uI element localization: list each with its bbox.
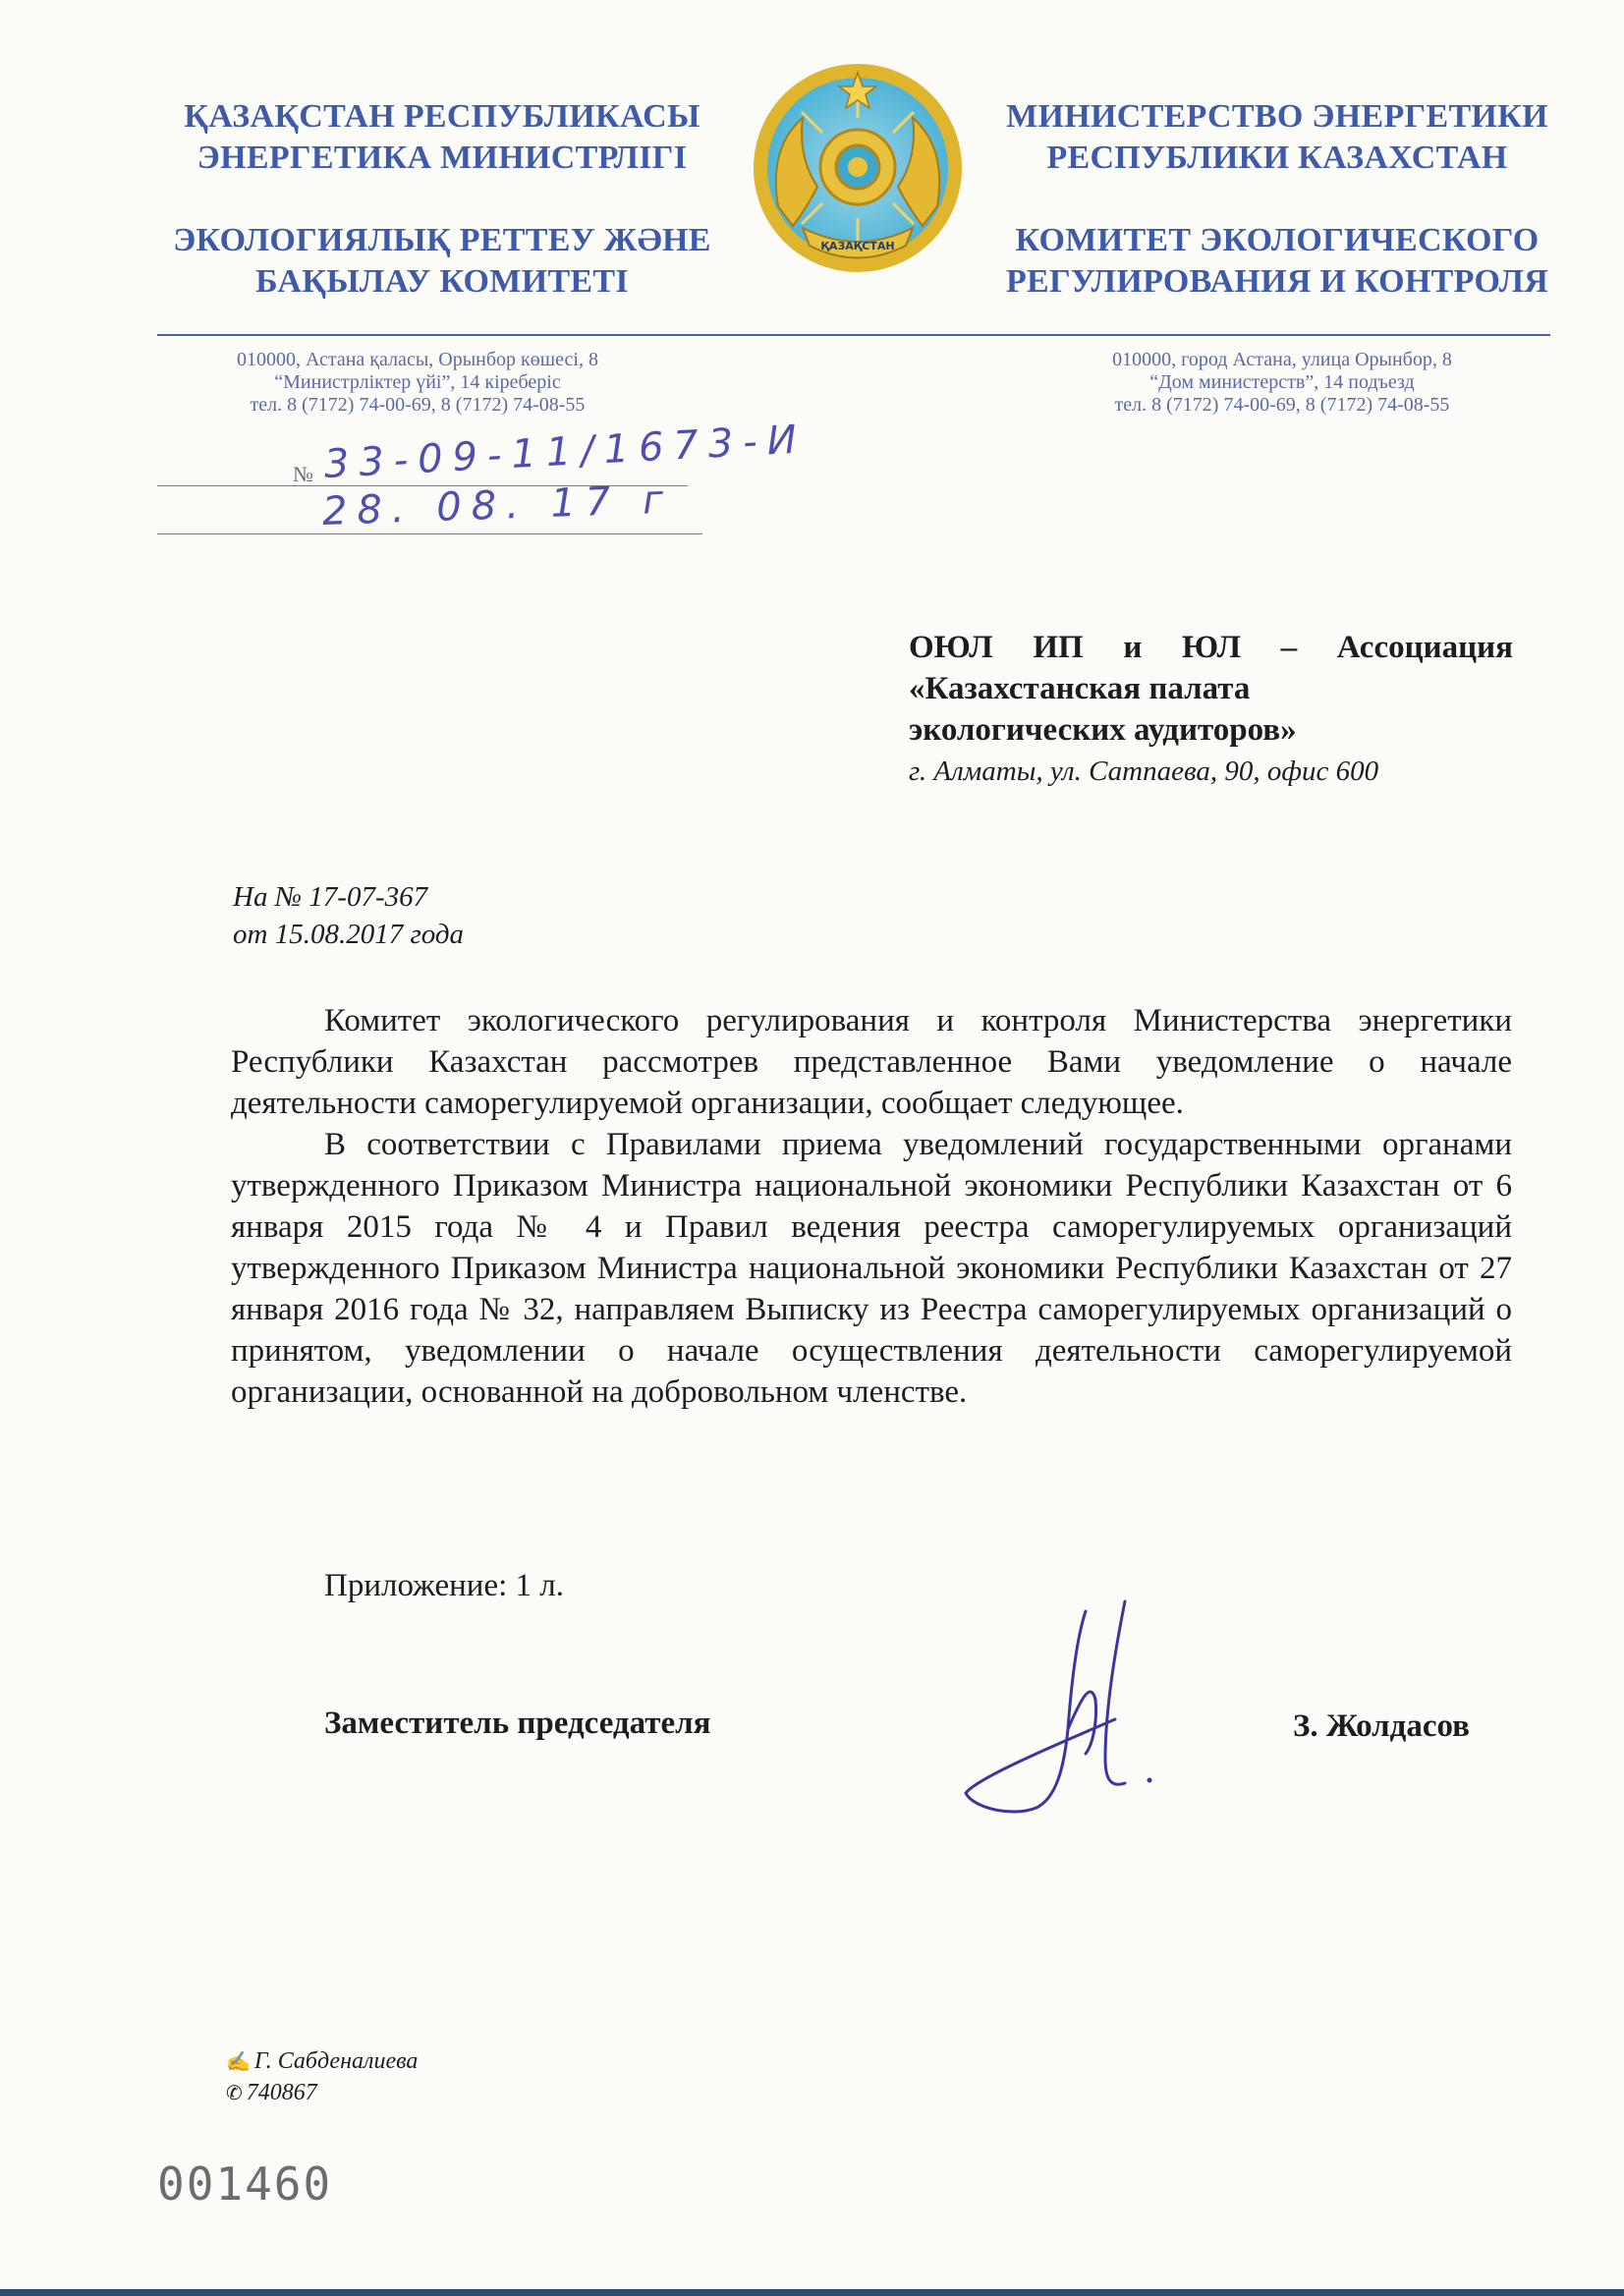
emblem-text: ҚАЗАҚСТАН	[820, 240, 895, 252]
address-right-line-1: 010000, город Астана, улица Орынбор, 8	[1112, 349, 1452, 370]
scan-bottom-edge	[0, 2289, 1624, 2296]
registration-date: 28. 08. 17 г	[321, 476, 674, 534]
letterhead-left-line-4: БАҚЫЛАУ КОМИТЕТІ	[255, 263, 629, 300]
addressee-line-3: экологических аудиторов»	[909, 712, 1297, 748]
letterhead-right-line-2: РЕСПУБЛИКИ КАЗАХСТАН	[1046, 140, 1508, 176]
address-right-line-3: тел. 8 (7172) 74-00-69, 8 (7172) 74-08-55	[1114, 394, 1450, 416]
executor-name: Г. Сабденалиева	[253, 2048, 419, 2074]
executor-phone-line	[226, 2077, 317, 2109]
addressee-line-1: ОЮЛ ИП и ЮЛ – Ассоциация	[909, 630, 1513, 665]
addressee-block	[909, 627, 1513, 792]
executor-phone: 740867	[246, 2080, 317, 2105]
registration-number-label: №	[293, 462, 313, 486]
serial-number: 001460	[157, 2157, 333, 2211]
address-right-line-2: “Дом министерств”, 14 подъезд	[1149, 371, 1415, 393]
address-right	[1022, 349, 1542, 417]
signer-name: З. Жолдасов	[1293, 1708, 1470, 1744]
body-paragraph-2: В соответствии с Правилами приема уведомлений государственными органами утвержденного Приказом Министра национальной экономики Республики Казахстан от 6 января 2015 года № 4 и Правил ведения реестра саморегулируемых организаций утвержденного Приказом Министра национальной экономики Республики Казахстан от 27 января 2016 года № 32, направляем Выписку из Реестра саморегулируемых организаций о принятом, уведомлении о начале осуществления деятельности саморегулируемой организации, основанной на добровольном членстве.	[231, 1127, 1512, 1410]
handwritten-signature	[958, 1582, 1213, 1847]
executor-name-line	[226, 2045, 418, 2078]
address-left	[157, 349, 678, 417]
letterhead-right-line-4: РЕГУЛИРОВАНИЯ И КОНТРОЛЯ	[1005, 263, 1549, 300]
reference-date: от 15.08.2017 года	[233, 919, 465, 950]
addressee-line-2: «Казахстанская палата	[909, 671, 1251, 706]
letterhead-left-line-2: ЭНЕРГЕТИКА МИНИСТРЛІГІ	[196, 140, 688, 176]
letterhead-right-line-3: КОМИТЕТ ЭКОЛОГИЧЕСКОГО	[1015, 222, 1540, 258]
addressee-address: г. Алматы, ул. Сатпаева, 90, офис 600	[909, 756, 1379, 787]
letterhead-left-line-1: ҚАЗАҚСТАН РЕСПУБЛИКАСЫ	[184, 98, 700, 135]
registration-number: 33-09-11/1673-И	[322, 417, 808, 487]
letterhead-divider	[157, 334, 1550, 336]
reference-number: На № 17-07-367	[233, 881, 428, 913]
signer-position: Заместитель председателя	[324, 1706, 711, 1741]
registration-date-line	[157, 533, 702, 534]
address-left-line-2: “Министрліктер үйі”, 14 кіреберіс	[274, 371, 561, 393]
letter-body	[231, 1000, 1512, 1413]
phone-icon: ✆	[226, 2083, 243, 2104]
letterhead-left-line-3: ЭКОЛОГИЯЛЫҚ РЕТТЕУ ЖӘНЕ	[173, 222, 711, 258]
letterhead-left	[147, 96, 737, 303]
letterhead-right	[982, 96, 1572, 303]
letterhead-right-line-1: МИНИСТЕРСТВО ЭНЕРГЕТИКИ	[1006, 98, 1548, 135]
pen-icon: ✍	[226, 2051, 251, 2073]
attachment-note: Приложение: 1 л.	[324, 1568, 565, 1603]
address-left-line-1: 010000, Астана қаласы, Орынбор көшесі, 8	[237, 349, 598, 370]
body-paragraph-1: Комитет экологического регулирования и контроля Министерства энергетики Республики Казахстан рассмотрев представленное Вами уведомление о начале деятельности саморегулируемой организации, сообщает следующее.	[231, 1003, 1512, 1121]
state-emblem-icon	[749, 59, 967, 277]
address-left-line-3: тел. 8 (7172) 74-00-69, 8 (7172) 74-08-55	[250, 394, 586, 416]
